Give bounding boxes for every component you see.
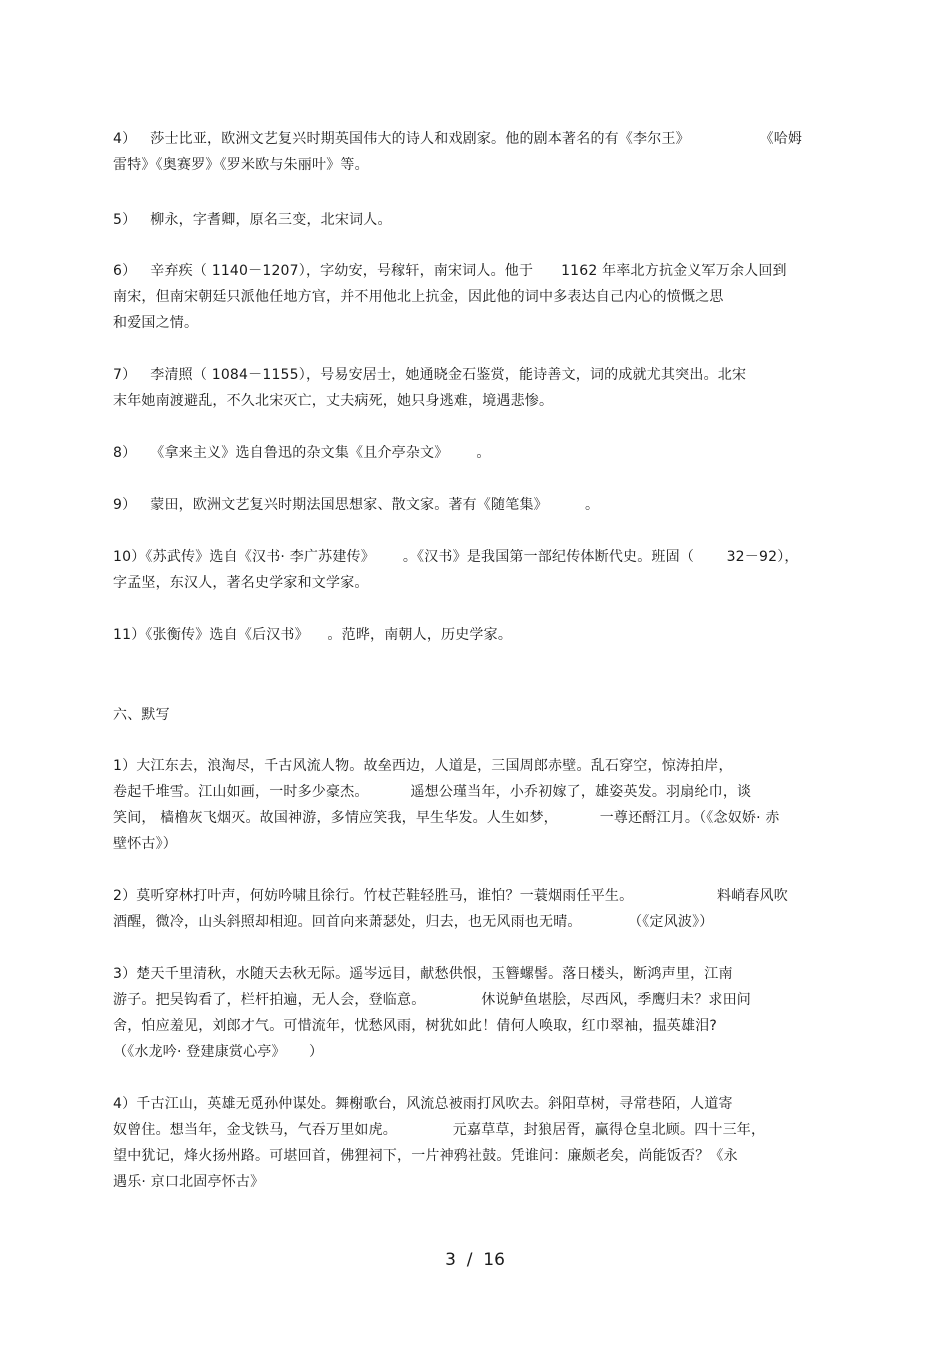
entry-8-line-1: 8） 《拿来主义》选自鲁迅的杂文集《且介亭杂文》 。 <box>113 445 491 461</box>
entry-6-line-2: 南宋，但南宋朝廷只派他任地方官，并不用他北上抗金，因此他的词中多表达自己内心的愤慨之思 <box>113 289 724 305</box>
recitation-4-line-3: 望中犹记，烽火扬州路。可堪回首，佛狸祠下，一片神鸦社鼓。凭谁问：廉颇老矣，尚能饭否？《永 <box>113 1148 738 1164</box>
entry-6-line-3: 和爱国之情。 <box>113 315 199 331</box>
recitation-4-line-1: 4）千古江山，英雄无觅孙仲谋处。舞榭歌台，风流总被雨打风吹去。斜阳草树，寻常巷陌，人道寄 <box>113 1096 733 1112</box>
entry-7-line-1: 7） 李清照（ 1084－1155），号易安居士，她通晓金石鉴赏，能诗善文，词的成就尤其突出。北宋 <box>113 367 747 383</box>
recitation-1-line-3: 笑间， 樯橹灰飞烟灭。故国神游，多情应笑我，早生华发。人生如梦， 一尊还酹江月。（《念奴娇· 赤 <box>113 810 780 826</box>
recitation-4-line-2: 奴曾住。想当年，金戈铁马，气吞万里如虎。 元嘉草草，封狼居胥，赢得仓皇北顾。四十三年， <box>113 1122 766 1138</box>
recitation-4-line-4: 遇乐· 京口北固亭怀古》 <box>113 1174 265 1190</box>
entry-10-line-1: 10）《苏武传》选自《汉书· 李广苏建传》 。《汉书》是我国第一部纪传体断代史。班固（ 32－92）， <box>113 549 799 565</box>
recitation-3-line-3: 舍，怕应羞见，刘郎才气。可惜流年，忧愁风雨，树犹如此！倩何人唤取，红巾翠袖，揾英雄泪? <box>113 1018 718 1034</box>
entry-6-line-1: 6） 辛弃疾（ 1140－1207），字幼安，号稼轩，南宋词人。他于 1162 年率北方抗金义军万余人回到 <box>113 263 787 279</box>
recitation-1-line-2: 卷起千堆雪。江山如画，一时多少豪杰。 遥想公瑾当年，小乔初嫁了，雄姿英发。羽扇纶巾，谈 <box>113 784 752 800</box>
recitation-2-line-1: 2）莫听穿林打叶声，何妨吟啸且徐行。竹杖芒鞋轻胜马，谁怕？一蓑烟雨任平生。 料峭春风吹 <box>113 888 789 904</box>
section-heading: 六、默写 <box>113 707 170 723</box>
entry-4-line-2: 雷特》《奥赛罗》《罗米欧与朱丽叶》等。 <box>113 157 369 173</box>
entry-4-line-1: 4） 莎士比亚，欧洲文艺复兴时期英国伟大的诗人和戏剧家。他的剧本著名的有《李尔王》 《哈姆 <box>113 131 803 147</box>
entry-9-line-1: 9） 蒙田，欧洲文艺复兴时期法国思想家、散文家。著有《随笔集》 。 <box>113 497 600 513</box>
recitation-1-line-4: 壁怀古》） <box>113 836 177 852</box>
recitation-3-line-4: （《水龙吟· 登建康赏心亭》 ） <box>113 1044 324 1060</box>
recitation-2-line-2: 酒醒，微冷，山头斜照却相迎。回首向来萧瑟处，归去，也无风雨也无晴。 （《定风波》） <box>113 914 714 930</box>
entry-5-line-1: 5） 柳永，字耆卿，原名三变，北宋词人。 <box>113 212 392 228</box>
entry-10-line-2: 字孟坚，东汉人，著名史学家和文学家。 <box>113 575 369 591</box>
page-number: 3 / 16 <box>445 1250 505 1270</box>
entry-11-line-1: 11）《张衡传》选自《后汉书》 。范晔，南朝人，历史学家。 <box>113 627 513 643</box>
recitation-1-line-1: 1）大江东去，浪淘尽，千古风流人物。故垒西边，人道是，三国周郎赤壁。乱石穿空，惊涛拍岸， <box>113 758 733 774</box>
entry-7-line-2: 末年她南渡避乱，不久北宋灭亡，丈夫病死，她只身逃难，境遇悲惨。 <box>113 393 554 409</box>
recitation-3-line-1: 3）楚天千里清秋，水随天去秋无际。遥岑远目，献愁供恨，玉簪螺髻。落日楼头，断鸿声里，江南 <box>113 966 733 982</box>
recitation-3-line-2: 游子。把吴钩看了，栏杆拍遍，无人会，登临意。 休说鲈鱼堪脍，尽西风，季鹰归未？求田问 <box>113 992 751 1008</box>
